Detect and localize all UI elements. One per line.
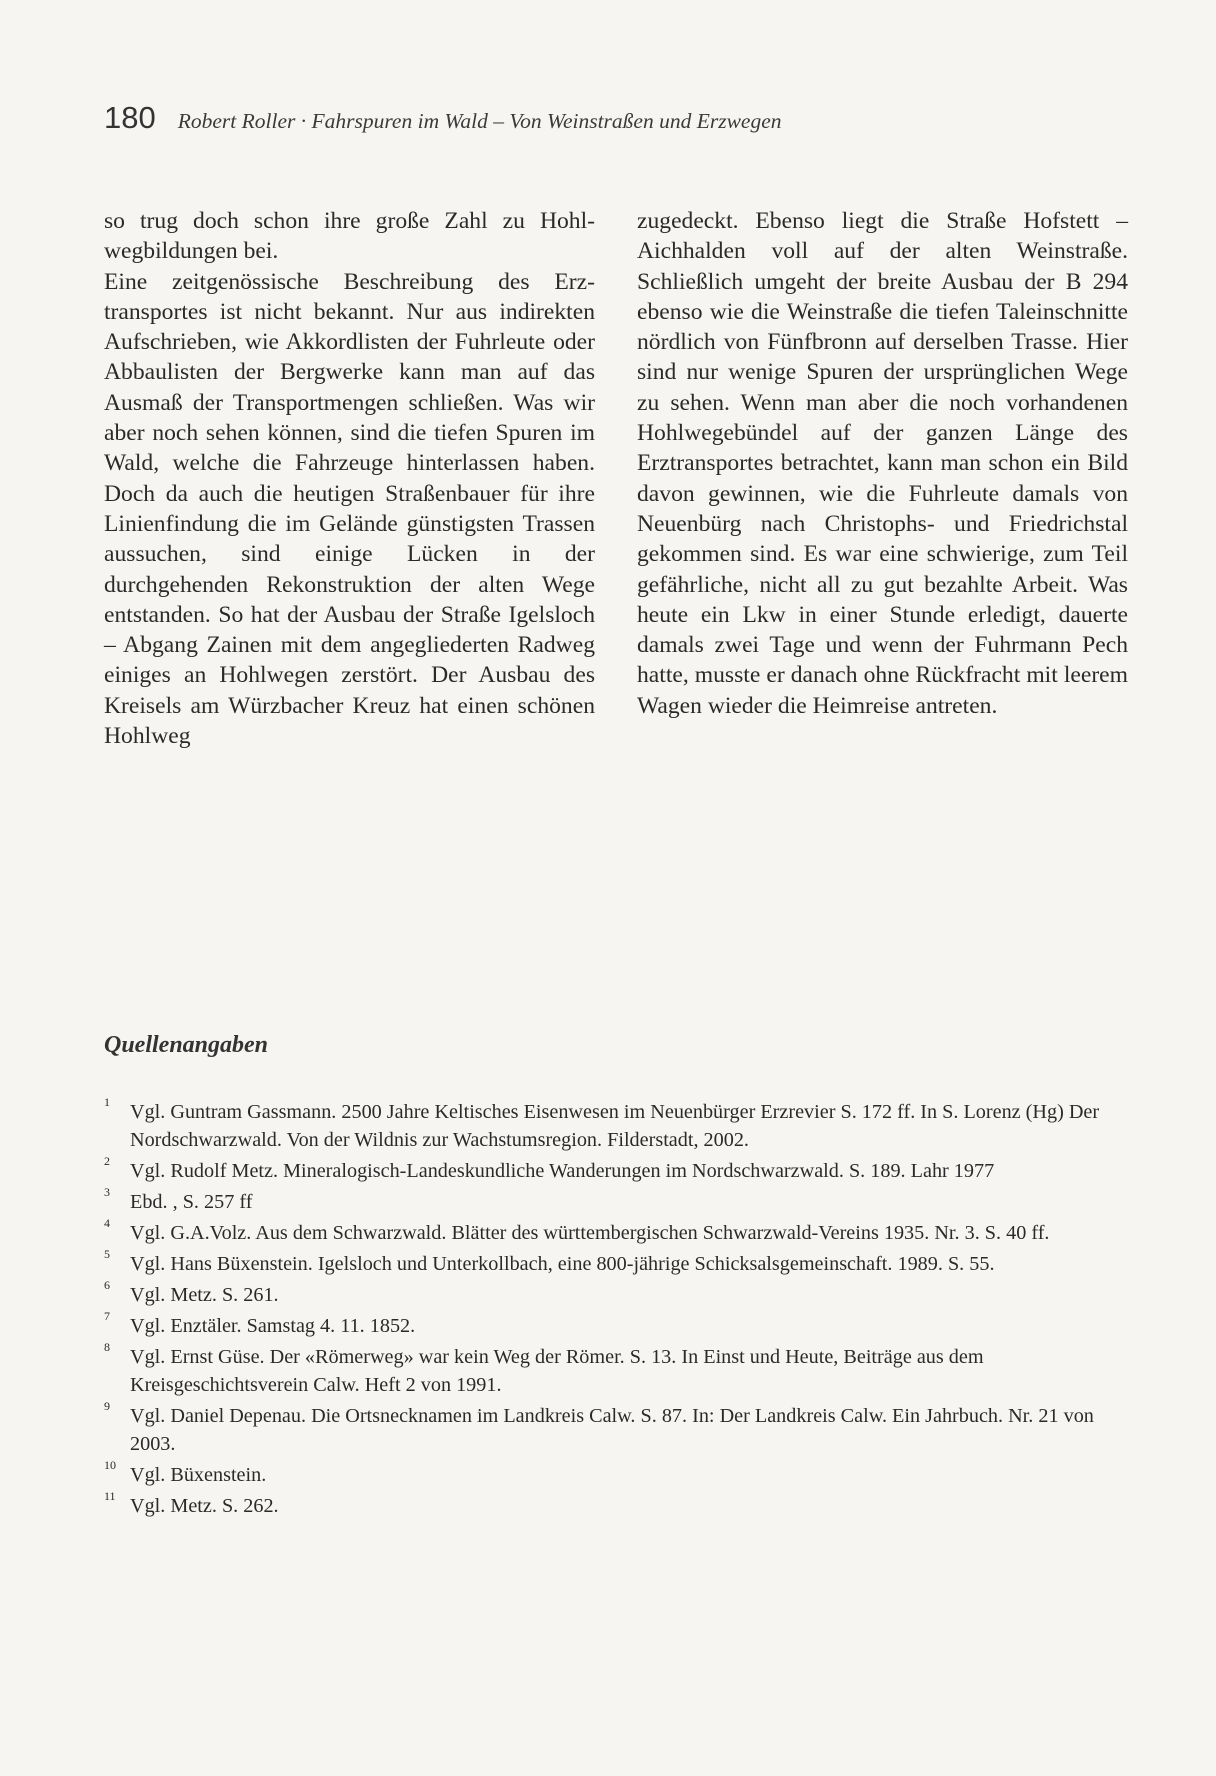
paragraph: so trug doch schon ihre große Zahl zu Hohlwegbildungen bei. [104,208,595,265]
footnote-number: 3 [104,1185,110,1199]
footnote-text: Vgl. Guntram Gassmann. 2500 Jahre Keltisches Eisenwesen im Neuenbürger Erzrevier S. 172 ff. In S. Lorenz (Hg) Der Nordschwarzwald. Von der Wildnis zur Wachstumsregion. Filderstadt, 2002. [130,1101,1100,1151]
footnote [104,1247,1128,1278]
body-text [104,206,1128,751]
left-column [104,206,595,751]
footnote [104,1489,1128,1520]
footnote-number: 7 [104,1309,110,1323]
footnote-number: 9 [104,1399,110,1413]
footnote-text: Vgl. Daniel Depenau. Die Ortsnecknamen im Landkreis Calw. S. 87. In: Der Landkreis Calw. Ein Jahrbuch. Nr. 21 von 2003. [130,1405,1094,1455]
footnote [104,1309,1128,1340]
footnote-number: 6 [104,1278,110,1292]
footnote-number: 5 [104,1247,110,1261]
footnote-number: 2 [104,1154,110,1168]
footnote [104,1154,1128,1185]
right-column [637,206,1128,751]
running-title: Robert Roller · Fahrspuren im Wald – Von Weinstraßen und Erzwegen [177,109,782,133]
footnote-text: Vgl. Ernst Güse. Der «Römerweg» war kein Weg der Römer. S. 13. In Einst und Heute, Beiträge aus dem Kreisgeschichtsverein Calw. Heft 2 von 1991. [130,1346,984,1396]
page-header [104,100,782,136]
footnote-text: Vgl. Metz. S. 262. [130,1495,279,1517]
footnote [104,1278,1128,1309]
footnote-text: Vgl. Enztäler. Samstag 4. 11. 1852. [130,1315,416,1337]
sources-heading: Quellenangaben [104,1032,269,1058]
footnote-text: Vgl. Hans Büxenstein. Igelsloch und Unterkollbach, eine 800-jährige Schicksalsgemeinschaft. 1989. S. 55. [130,1253,995,1275]
footnote-number: 10 [104,1458,116,1472]
footnote [104,1185,1128,1216]
page-number: 180 [104,100,156,135]
paragraph: Eine zeitgenössische Beschreibung des Erztransportes ist nicht bekannt. Nur aus indirekten Aufschrieben, wie Akkordlisten der Fuhrleute oder Abbaulisten der Bergwerke kann man auf das Ausmaß der Transportmengen schließen. Was wir aber noch sehen können, sind die tiefen Spuren im Wald, welche die Fahrzeuge hinterlassen haben. Doch da auch die heutigen Straßenbauer für ihre Linienfindung die im Gelände günstigsten Trassen aussuchen, sind einige Lücken in der durchgehenden Rekonstruktion der alten Wege entstanden. So hat der Ausbau der Straße Igelsloch – Abgang Zainen mit dem angegliederten Radweg einiges an Hohlwegen zerstört. Der Ausbau des Kreisels am Würzbacher Kreuz hat einen schönen Hohlweg [104,268,595,750]
footnote-number: 11 [104,1489,116,1503]
paragraph: zugedeckt. Ebenso liegt die Straße Hofstett – Aichhalden voll auf der alten Weinstraße. Schließlich umgeht der breite Ausbau der B 294 ebenso wie die Weinstraße die tiefen Taleinschnitte nördlich von Fünfbronn auf derselben Trasse. Hier sind nur wenige Spuren der ursprünglichen Wege zu sehen. Wenn man aber die noch vorhandenen Hohlwegebündel auf der ganzen Länge des Erztransportes betrachtet, kann man schon ein Bild davon gewinnen, wie die Fuhrleute damals von Neuenbürg nach Christophs- und Friedrichstal gekommen sind. Es war eine schwierige, zum Teil gefährliche, nicht all zu gut bezahlte Arbeit. Was heute ein Lkw in einer Stunde erledigt, dauerte damals zwei Tage und wenn der Fuhrmann Pech hatte, musste er danach ohne Rückfracht mit leerem Wagen wieder die Heimreise antreten. [637,208,1128,719]
footnote-text: Vgl. Büxenstein. [130,1464,267,1486]
footnote-number: 1 [104,1095,110,1109]
footnote-text: Vgl. G.A.Volz. Aus dem Schwarzwald. Blätter des württembergischen Schwarzwald-Vereins 1935. Nr. 3. S. 40 ff. [130,1222,1050,1244]
footnote [104,1340,1128,1399]
footnote-text: Vgl. Rudolf Metz. Mineralogisch-Landeskundliche Wanderungen im Nordschwarzwald. S. 189. Lahr 1977 [130,1160,995,1182]
footnote-number: 4 [104,1216,110,1230]
footnote [104,1216,1128,1247]
footnote [104,1458,1128,1489]
footnote-text: Ebd. , S. 257 ff [130,1191,253,1213]
footnote-list [104,1095,1128,1523]
footnote-number: 8 [104,1340,110,1354]
footnote [104,1399,1128,1458]
footnote-text: Vgl. Metz. S. 261. [130,1284,279,1306]
footnote [104,1095,1128,1154]
